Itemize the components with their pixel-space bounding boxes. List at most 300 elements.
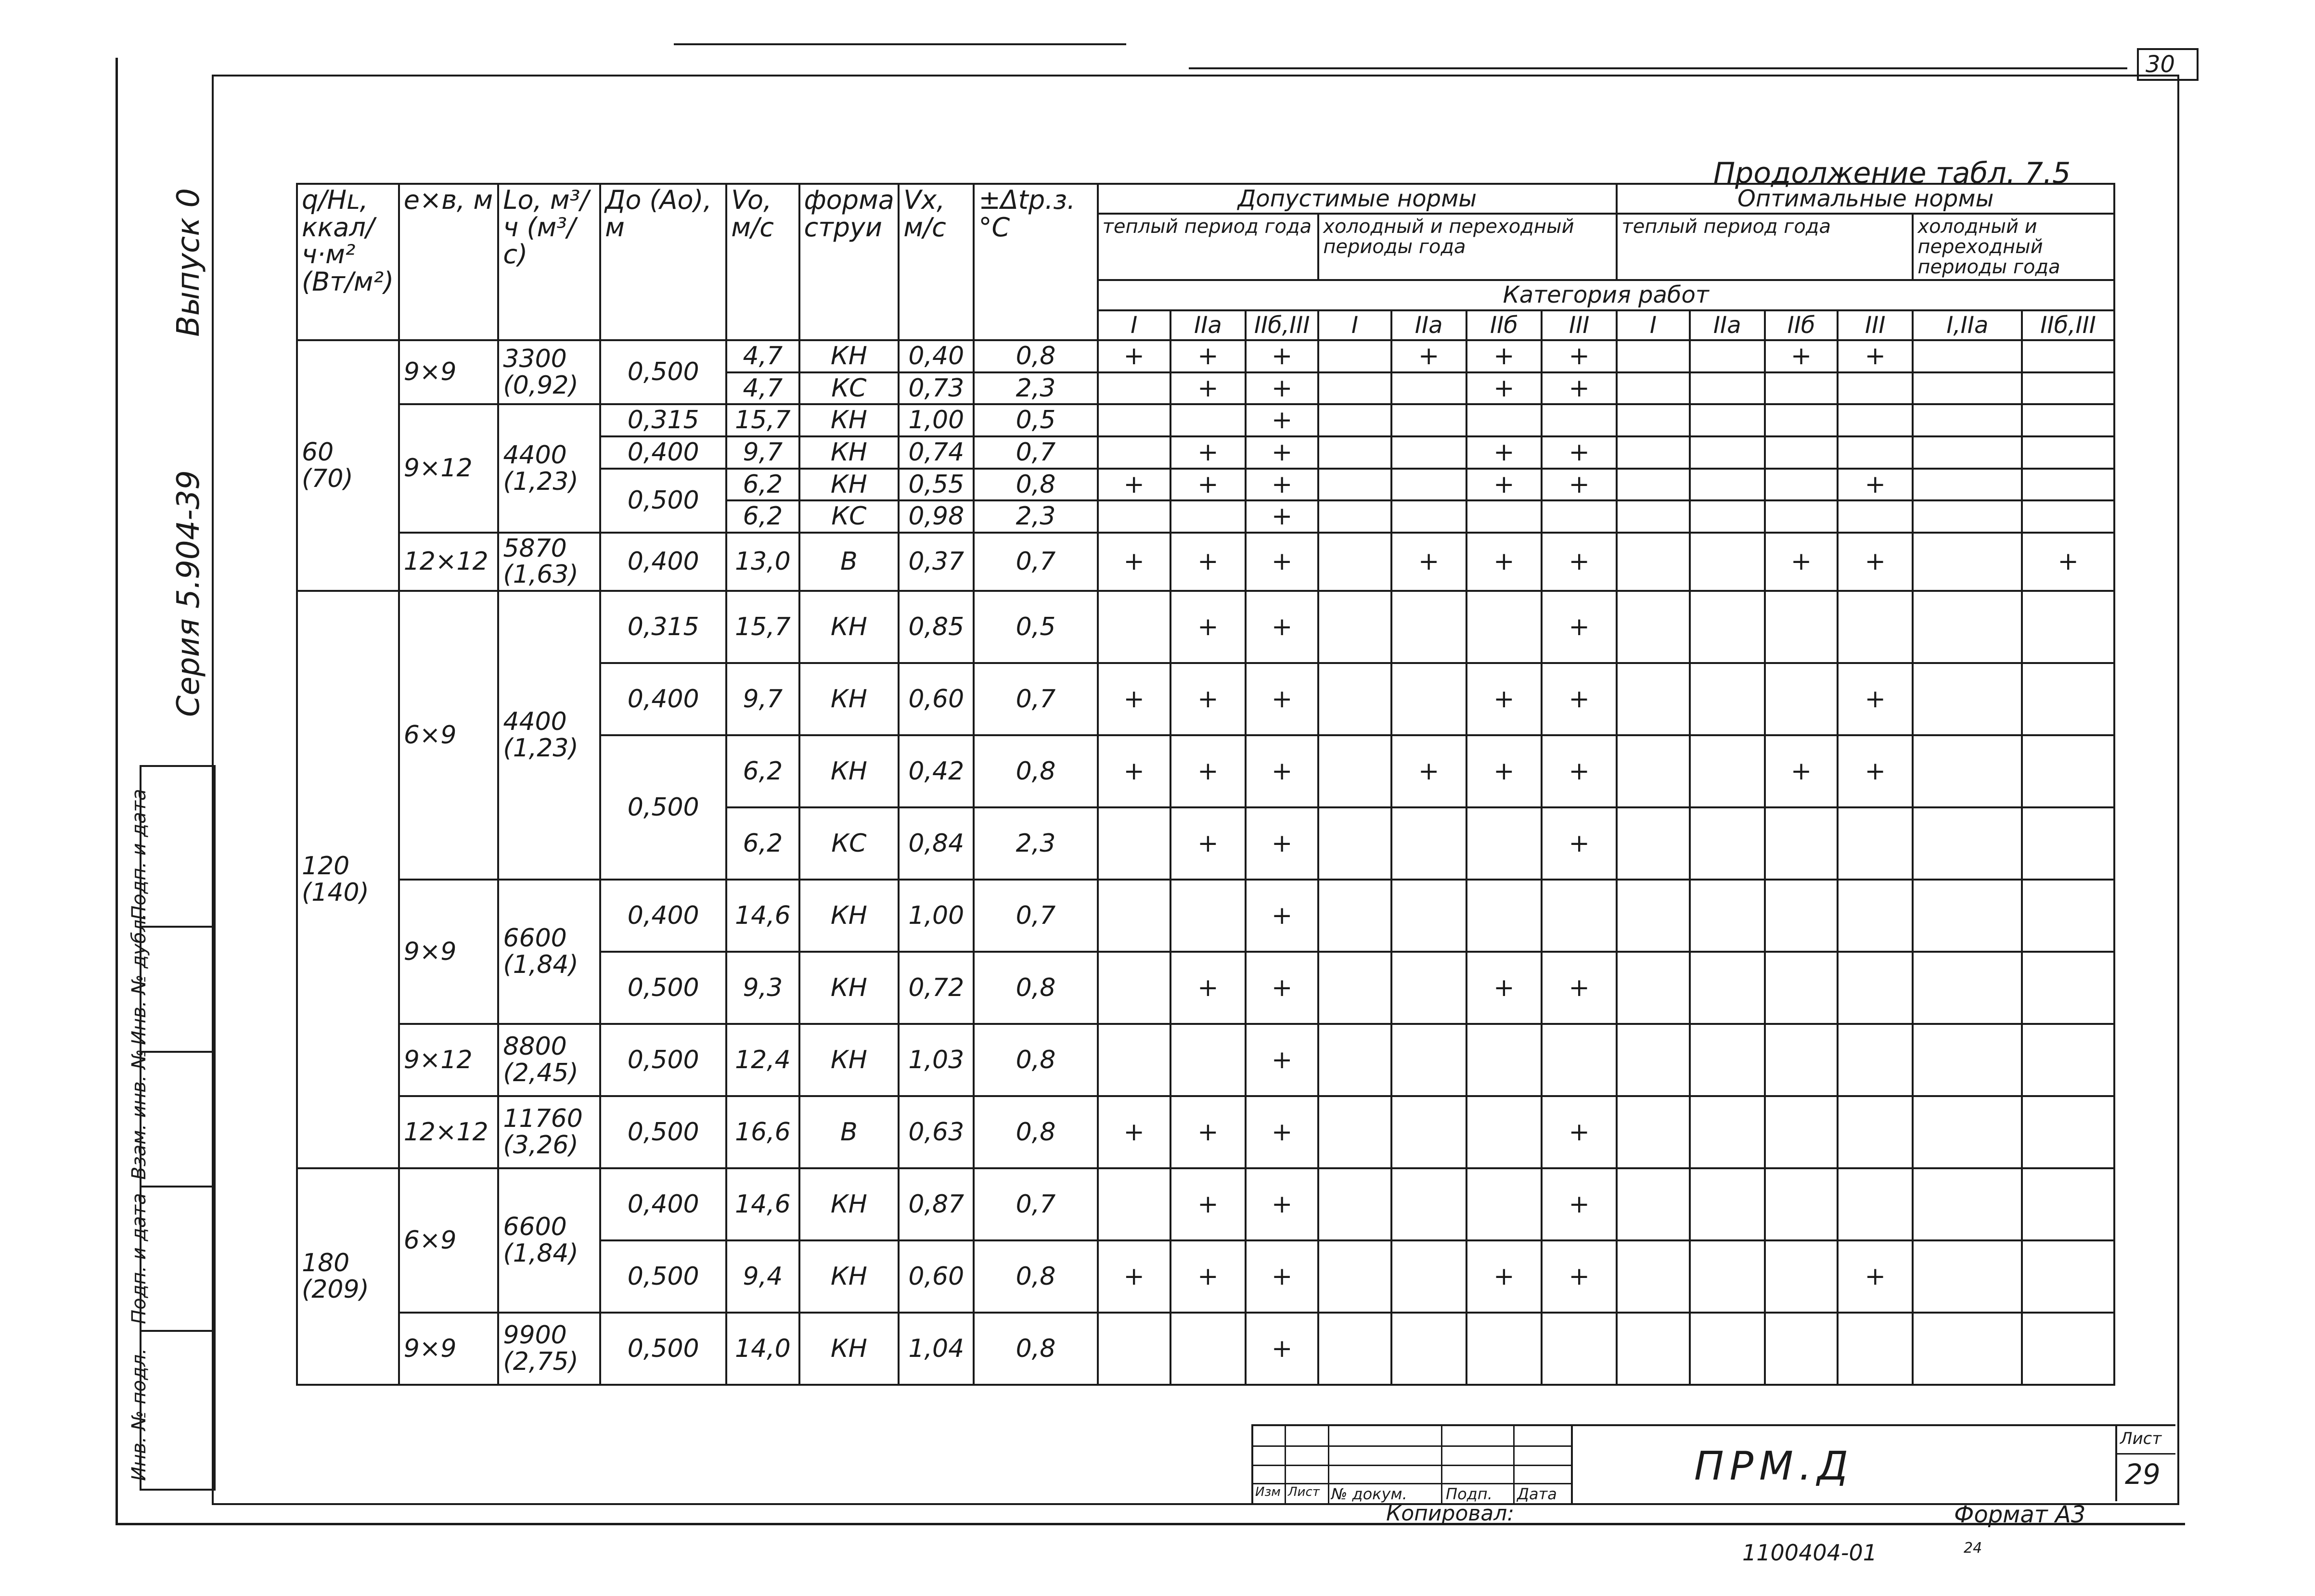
- norm-mark-cell: +: [1098, 533, 1170, 591]
- header-warm-period-opt: теплый период года: [1617, 214, 1913, 280]
- norm-mark-cell: [1617, 1240, 1689, 1313]
- norm-mark-cell: [1542, 1024, 1617, 1096]
- norm-mark-cell: [1318, 952, 1391, 1024]
- norm-mark-cell: [2022, 404, 2114, 436]
- cell-exb: 9×12: [399, 404, 499, 532]
- lo-value-m3s: (2,45): [503, 1058, 579, 1087]
- norm-mark-cell: [1913, 469, 2022, 501]
- cell-exb: 12×12: [399, 533, 499, 591]
- norm-mark-cell: [1690, 500, 1765, 533]
- norm-mark-cell: [1098, 880, 1170, 952]
- norm-mark-cell: +: [1542, 372, 1617, 405]
- cell-do: 0,500: [600, 469, 726, 533]
- norm-mark-cell: [1838, 807, 1913, 880]
- norm-mark-cell: [1913, 1240, 2022, 1313]
- table-row: [297, 1024, 2114, 1096]
- inventory-suffix: 24: [1964, 1540, 1982, 1557]
- norm-mark-cell: +: [1246, 1313, 1318, 1385]
- norm-mark-cell: +: [1170, 372, 1246, 405]
- stamp-cell: [128, 767, 214, 928]
- title-block-grid: [1251, 1424, 1573, 1505]
- norm-mark-cell: [1318, 735, 1391, 807]
- q-value: 180: [302, 1249, 350, 1278]
- cell-do: 0,500: [600, 952, 726, 1024]
- norm-mark-cell: [1170, 1313, 1246, 1385]
- norm-mark-cell: [1391, 807, 1466, 880]
- norm-mark-cell: [1391, 500, 1466, 533]
- norm-mark-cell: [1098, 1024, 1170, 1096]
- norm-mark-cell: [1913, 1096, 2022, 1168]
- table-row: [297, 1168, 2114, 1240]
- norm-mark-cell: +: [1765, 735, 1838, 807]
- norm-mark-cell: [2022, 952, 2114, 1024]
- norm-mark-cell: [1098, 436, 1170, 469]
- cell-exb: 9×9: [399, 1313, 499, 1385]
- norm-mark-cell: [1913, 735, 2022, 807]
- norm-mark-cell: [1318, 1168, 1391, 1240]
- norm-mark-cell: [1466, 591, 1542, 663]
- cell-dt: 0,5: [974, 404, 1097, 436]
- cell-dt: 0,8: [974, 735, 1097, 807]
- norm-mark-cell: +: [1391, 735, 1466, 807]
- norm-mark-cell: [1466, 880, 1542, 952]
- cell-do: 0,400: [600, 1168, 726, 1240]
- cell-forma: КН: [799, 436, 899, 469]
- cell-vx: 0,40: [899, 340, 974, 372]
- norm-mark-cell: [1542, 880, 1617, 952]
- cell-do: 0,500: [600, 735, 726, 880]
- norm-mark-cell: [1913, 952, 2022, 1024]
- norm-mark-cell: [2022, 663, 2114, 735]
- norm-mark-cell: [1391, 1240, 1466, 1313]
- table-row: [297, 404, 2114, 436]
- norm-mark-cell: +: [1542, 340, 1617, 372]
- norm-mark-cell: +: [1246, 663, 1318, 735]
- norm-mark-cell: +: [1170, 469, 1246, 501]
- norm-mark-cell: [1690, 1024, 1765, 1096]
- cell-vo: 14,0: [726, 1313, 799, 1385]
- cell-dt: 0,8: [974, 469, 1097, 501]
- norm-mark-cell: +: [1246, 372, 1318, 405]
- norm-mark-cell: +: [1542, 533, 1617, 591]
- norm-mark-cell: [1318, 340, 1391, 372]
- norm-mark-cell: [1098, 1313, 1170, 1385]
- tb-label-date: Дата: [1517, 1485, 1557, 1503]
- inventory-number: 1100404-01: [1742, 1540, 1877, 1566]
- norm-mark-cell: [1617, 591, 1689, 663]
- norm-mark-cell: +: [1170, 1096, 1246, 1168]
- cell-forma: КН: [799, 591, 899, 663]
- lo-value: 6600: [503, 1213, 567, 1242]
- cell-vo: 6,2: [726, 469, 799, 501]
- cell-forma: КС: [799, 372, 899, 405]
- norm-mark-cell: [2022, 469, 2114, 501]
- norm-mark-cell: [1318, 1096, 1391, 1168]
- norm-mark-cell: [1913, 533, 2022, 591]
- table-row: [297, 591, 2114, 663]
- norm-mark-cell: +: [1838, 533, 1913, 591]
- cell-dt: 0,8: [974, 1313, 1097, 1385]
- norm-mark-cell: [1318, 436, 1391, 469]
- norm-mark-cell: +: [1838, 1240, 1913, 1313]
- norm-mark-cell: +: [1246, 436, 1318, 469]
- norm-mark-cell: [1617, 469, 1689, 501]
- norm-mark-cell: [1913, 500, 2022, 533]
- cell-do: 0,500: [600, 340, 726, 404]
- norm-mark-cell: [2022, 340, 2114, 372]
- norm-mark-cell: [1765, 952, 1838, 1024]
- cell-dt: 0,7: [974, 436, 1097, 469]
- cell-dt: 0,7: [974, 1168, 1097, 1240]
- norm-mark-cell: [1617, 952, 1689, 1024]
- norm-mark-cell: [1098, 1168, 1170, 1240]
- cell-dt: 0,8: [974, 340, 1097, 372]
- norm-mark-cell: +: [1466, 663, 1542, 735]
- cell-do: 0,500: [600, 1024, 726, 1096]
- norm-mark-cell: [1391, 591, 1466, 663]
- cell-lo: [498, 1096, 600, 1168]
- norm-mark-cell: [1690, 1096, 1765, 1168]
- cell-vx: 0,55: [899, 469, 974, 501]
- cell-vx: 1,00: [899, 404, 974, 436]
- norm-mark-cell: +: [1098, 1096, 1170, 1168]
- tb-label-sign: Подп.: [1446, 1485, 1492, 1503]
- cell-vx: 0,42: [899, 735, 974, 807]
- cell-do: 0,400: [600, 533, 726, 591]
- lo-value-m3s: (1,84): [503, 950, 579, 979]
- norm-mark-cell: [2022, 1240, 2114, 1313]
- norm-mark-cell: [1838, 1024, 1913, 1096]
- tb-label-list: Лист: [1288, 1485, 1320, 1499]
- cell-dt: 2,3: [974, 500, 1097, 533]
- norm-mark-cell: +: [1391, 533, 1466, 591]
- category-header: IIб,III: [2022, 310, 2114, 340]
- norm-mark-cell: [1617, 372, 1689, 405]
- norm-mark-cell: +: [1246, 533, 1318, 591]
- cell-exb: 9×9: [399, 340, 499, 404]
- norm-mark-cell: +: [1246, 591, 1318, 663]
- lo-value: 11760: [503, 1104, 583, 1134]
- norm-mark-cell: [1098, 372, 1170, 405]
- cell-vo: 9,7: [726, 436, 799, 469]
- norm-mark-cell: [1318, 1024, 1391, 1096]
- cell-do: 0,400: [600, 436, 726, 469]
- header-cold-period: холодный и переходный периоды года: [1318, 214, 1617, 280]
- cell-vx: 0,37: [899, 533, 974, 591]
- cell-vx: 1,00: [899, 880, 974, 952]
- cell-exb: 9×12: [399, 1024, 499, 1096]
- norm-mark-cell: [1690, 807, 1765, 880]
- cell-dt: 0,7: [974, 663, 1097, 735]
- cell-vx: 0,84: [899, 807, 974, 880]
- norm-mark-cell: [1466, 1313, 1542, 1385]
- stamp-label: Взам. инв. №: [128, 1049, 150, 1180]
- norm-mark-cell: [1617, 1313, 1689, 1385]
- cell-vx: 0,60: [899, 1240, 974, 1313]
- norm-mark-cell: [1318, 663, 1391, 735]
- norm-mark-cell: [1391, 469, 1466, 501]
- category-header: III: [1542, 310, 1617, 340]
- norm-mark-cell: +: [1466, 469, 1542, 501]
- norm-mark-cell: +: [1170, 436, 1246, 469]
- header-vo: Vo, м/с: [726, 184, 799, 340]
- norm-mark-cell: [1318, 591, 1391, 663]
- norm-mark-cell: [1765, 1168, 1838, 1240]
- norm-mark-cell: [1617, 533, 1689, 591]
- norm-mark-cell: [1765, 372, 1838, 405]
- cell-forma: В: [799, 533, 899, 591]
- page-number: 30: [2146, 51, 2175, 78]
- cell-q: [297, 340, 399, 591]
- norm-mark-cell: +: [1170, 533, 1246, 591]
- cell-lo: [498, 1024, 600, 1096]
- tb-hline: [1253, 1483, 1571, 1484]
- tb-hline: [1253, 1465, 1571, 1466]
- norm-mark-cell: [1765, 1024, 1838, 1096]
- cell-forma: КС: [799, 807, 899, 880]
- norm-mark-cell: +: [1246, 469, 1318, 501]
- norm-mark-cell: +: [1542, 591, 1617, 663]
- norm-mark-cell: [2022, 591, 2114, 663]
- header-warm-period: теплый период года: [1098, 214, 1319, 280]
- norm-mark-cell: [1466, 1096, 1542, 1168]
- norm-mark-cell: +: [1170, 340, 1246, 372]
- cell-forma: КН: [799, 1168, 899, 1240]
- norm-mark-cell: [1617, 663, 1689, 735]
- stamp-cell: [128, 1186, 214, 1332]
- category-header: IIа: [1170, 310, 1246, 340]
- cell-exb: 12×12: [399, 1096, 499, 1168]
- norm-mark-cell: [1690, 663, 1765, 735]
- norm-mark-cell: +: [1246, 807, 1318, 880]
- category-header: I: [1318, 310, 1391, 340]
- header-category: Категория работ: [1098, 280, 2114, 310]
- norm-mark-cell: [1617, 1168, 1689, 1240]
- cell-vo: 14,6: [726, 880, 799, 952]
- norm-mark-cell: [1542, 1313, 1617, 1385]
- norm-mark-cell: [1690, 735, 1765, 807]
- cell-vo: 15,7: [726, 404, 799, 436]
- cell-dt: 2,3: [974, 807, 1097, 880]
- cell-vo: 6,2: [726, 807, 799, 880]
- cell-exb: 6×9: [399, 591, 499, 880]
- header-dt: ±Δtр.з. °С: [974, 184, 1097, 340]
- norm-mark-cell: [1913, 880, 2022, 952]
- norm-mark-cell: +: [1765, 340, 1838, 372]
- norm-mark-cell: [1913, 1168, 2022, 1240]
- norm-mark-cell: [1391, 1024, 1466, 1096]
- norm-mark-cell: [1542, 500, 1617, 533]
- lo-value: 5870: [503, 534, 567, 563]
- cell-vo: 6,2: [726, 500, 799, 533]
- outer-left-border: [116, 58, 118, 1525]
- norm-mark-cell: [1391, 663, 1466, 735]
- norm-mark-cell: +: [1170, 591, 1246, 663]
- norm-mark-cell: +: [1542, 663, 1617, 735]
- issue-label: Выпуск 0: [171, 188, 206, 337]
- norm-mark-cell: [1838, 404, 1913, 436]
- norm-mark-cell: [2022, 735, 2114, 807]
- cell-exb: 6×9: [399, 1168, 499, 1313]
- cell-forma: КН: [799, 663, 899, 735]
- norm-mark-cell: [2022, 1024, 2114, 1096]
- norm-mark-cell: +: [1246, 404, 1318, 436]
- stamp-label: Инв. № дубл.: [128, 913, 150, 1045]
- norm-mark-cell: [2022, 1096, 2114, 1168]
- cell-vo: 16,6: [726, 1096, 799, 1168]
- norm-mark-cell: [1838, 1313, 1913, 1385]
- cell-dt: 0,8: [974, 1240, 1097, 1313]
- norm-mark-cell: [1617, 436, 1689, 469]
- norm-mark-cell: +: [1246, 735, 1318, 807]
- norm-mark-cell: [1391, 1096, 1466, 1168]
- norm-mark-cell: +: [1542, 1240, 1617, 1313]
- norm-mark-cell: [1913, 404, 2022, 436]
- norm-mark-cell: +: [1246, 1096, 1318, 1168]
- norm-mark-cell: [1765, 1313, 1838, 1385]
- norm-mark-cell: [2022, 807, 2114, 880]
- header-do: До (Ао), м: [600, 184, 726, 340]
- norm-mark-cell: [1170, 404, 1246, 436]
- header-exb: e×в, м: [399, 184, 499, 340]
- cell-dt: 2,3: [974, 372, 1097, 405]
- norm-mark-cell: [1466, 404, 1542, 436]
- norm-mark-cell: [1391, 880, 1466, 952]
- tb-vline: [1285, 1426, 1286, 1503]
- cell-dt: 0,8: [974, 952, 1097, 1024]
- norm-mark-cell: [1098, 500, 1170, 533]
- norm-mark-cell: +: [1466, 340, 1542, 372]
- stamp-label: Подп. и дата: [128, 1193, 150, 1324]
- outer-bottom-border: [116, 1523, 2185, 1525]
- norm-mark-cell: +: [1542, 735, 1617, 807]
- norm-mark-cell: [1318, 1313, 1391, 1385]
- norm-mark-cell: +: [1170, 1168, 1246, 1240]
- norm-mark-cell: [1318, 469, 1391, 501]
- table-row: [297, 1096, 2114, 1168]
- cell-dt: 0,8: [974, 1024, 1097, 1096]
- norm-mark-cell: [1913, 1024, 2022, 1096]
- norm-mark-cell: [1838, 372, 1913, 405]
- norm-mark-cell: [1913, 663, 2022, 735]
- norm-mark-cell: +: [1391, 340, 1466, 372]
- norm-mark-cell: +: [1098, 663, 1170, 735]
- cell-do: 0,315: [600, 591, 726, 663]
- norm-mark-cell: [1690, 952, 1765, 1024]
- category-header: IIа: [1690, 310, 1765, 340]
- tb-sheet-sep: [2115, 1453, 2175, 1455]
- cell-lo: [498, 404, 600, 532]
- norm-mark-cell: [1838, 880, 1913, 952]
- norm-mark-cell: [1765, 500, 1838, 533]
- cell-forma: В: [799, 1096, 899, 1168]
- tb-top-line: [1569, 1424, 2175, 1426]
- header-permissible: Допустимые нормы: [1098, 184, 1617, 214]
- norm-mark-cell: +: [1170, 735, 1246, 807]
- norm-mark-cell: +: [1466, 1240, 1542, 1313]
- q-value-watts: (70): [302, 464, 353, 493]
- norm-mark-cell: [1765, 591, 1838, 663]
- cell-vo: 4,7: [726, 340, 799, 372]
- tb-vline: [1441, 1426, 1442, 1503]
- norm-mark-cell: [1542, 404, 1617, 436]
- tb-hline: [1253, 1445, 1571, 1447]
- norm-mark-cell: [1466, 807, 1542, 880]
- norm-mark-cell: +: [1098, 1240, 1170, 1313]
- norm-mark-cell: [1765, 880, 1838, 952]
- cell-forma: КН: [799, 952, 899, 1024]
- norm-mark-cell: [1391, 952, 1466, 1024]
- category-header: III: [1838, 310, 1913, 340]
- norm-mark-cell: [2022, 1168, 2114, 1240]
- cell-exb: 9×9: [399, 880, 499, 1024]
- copied-label: Копировал:: [1386, 1501, 1515, 1526]
- norm-mark-cell: [1617, 880, 1689, 952]
- tb-vline: [1328, 1426, 1329, 1503]
- category-header: I,IIа: [1913, 310, 2022, 340]
- category-header: IIб: [1765, 310, 1838, 340]
- norm-mark-cell: [1318, 500, 1391, 533]
- lo-value-m3s: (1,23): [503, 733, 579, 763]
- table-row: [297, 340, 2114, 372]
- norm-mark-cell: +: [1098, 469, 1170, 501]
- norm-mark-cell: [1318, 533, 1391, 591]
- norm-mark-cell: [1617, 1024, 1689, 1096]
- category-header: IIб,III: [1246, 310, 1318, 340]
- norm-mark-cell: +: [1246, 1240, 1318, 1313]
- norm-mark-cell: +: [1542, 952, 1617, 1024]
- norm-mark-cell: [1765, 663, 1838, 735]
- cell-vo: 14,6: [726, 1168, 799, 1240]
- norm-mark-cell: [1838, 500, 1913, 533]
- norm-mark-cell: [1765, 469, 1838, 501]
- cell-forma: КС: [799, 500, 899, 533]
- header-cold-period-opt: холодный и переходный периоды года: [1913, 214, 2114, 280]
- norm-mark-cell: [1838, 952, 1913, 1024]
- norm-mark-cell: [1391, 372, 1466, 405]
- norm-mark-cell: [1098, 952, 1170, 1024]
- cell-forma: КН: [799, 340, 899, 372]
- header-vx: Vx, м/с: [899, 184, 974, 340]
- norm-mark-cell: [1838, 591, 1913, 663]
- cell-q: [297, 1168, 399, 1385]
- stamp-cell: [128, 1049, 214, 1187]
- cell-vx: 0,73: [899, 372, 974, 405]
- cell-do: 0,400: [600, 880, 726, 952]
- category-header: I: [1617, 310, 1689, 340]
- norm-mark-cell: +: [2022, 533, 2114, 591]
- cell-lo: [498, 533, 600, 591]
- stamp-cell: [128, 1330, 214, 1487]
- norm-mark-cell: [2022, 500, 2114, 533]
- norm-mark-cell: +: [1542, 436, 1617, 469]
- norm-mark-cell: +: [1466, 372, 1542, 405]
- table-continuation-title: Продолжение табл. 7.5: [1713, 156, 2071, 190]
- norm-mark-cell: [1913, 807, 2022, 880]
- norm-mark-cell: [1690, 591, 1765, 663]
- norm-mark-cell: [1170, 1024, 1246, 1096]
- cell-do: 0,500: [600, 1240, 726, 1313]
- lo-value-m3s: (3,26): [503, 1130, 579, 1160]
- q-value-watts: (140): [302, 878, 369, 907]
- norm-mark-cell: [1170, 880, 1246, 952]
- norm-mark-cell: [1913, 436, 2022, 469]
- norm-mark-cell: [1913, 340, 2022, 372]
- norm-mark-cell: +: [1170, 1240, 1246, 1313]
- norm-mark-cell: [1466, 1024, 1542, 1096]
- norm-mark-cell: [1391, 404, 1466, 436]
- cell-do: 0,400: [600, 663, 726, 735]
